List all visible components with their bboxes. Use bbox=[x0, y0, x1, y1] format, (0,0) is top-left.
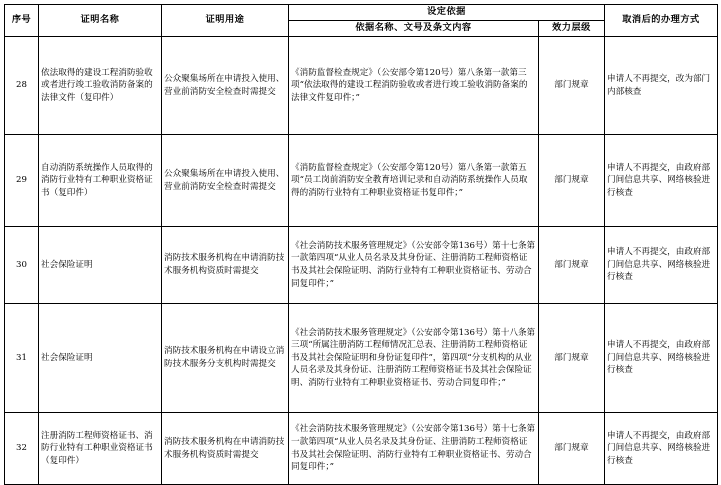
row-level: 部门规章 bbox=[539, 135, 605, 227]
row-level: 部门规章 bbox=[539, 413, 605, 485]
row-after: 申请人不再提交，由政府部门间信息共享、网络核验进行核查 bbox=[605, 304, 718, 413]
row-name: 自动消防系统操作人员取得的消防行业特有工种职业资格证书（复印件） bbox=[39, 135, 162, 227]
row-seq: 30 bbox=[5, 227, 39, 304]
certificate-table bbox=[4, 4, 718, 485]
row-basis: 《社会消防技术服务管理规定》（公安部令第136号）第十七条第一款第四项“从业人员名录及其身份证、注册消防工程师资格证书及其社会保险证明、消防行业特有工种职业资格证书、劳动合同复印件；” bbox=[289, 413, 539, 485]
row-basis: 《消防监督检查规定》（公安部令第120号）第八条第一款第五项“员工岗前消防安全教育培训记录和自动消防系统操作人员取得的消防行业特有工种职业资格证书复印件；” bbox=[289, 135, 539, 227]
row-after: 申请人不再提交，由政府部门间信息共享、网络核验进行核查 bbox=[605, 135, 718, 227]
table-row bbox=[5, 37, 718, 135]
row-purpose: 公众聚集场所在申请投入使用、营业前消防安全检查时需提交 bbox=[162, 37, 289, 135]
table-row bbox=[5, 227, 718, 304]
header-seq: 序号 bbox=[5, 5, 39, 37]
row-purpose: 消防技术服务机构在申请设立消防技术服务分支机构时需提交 bbox=[162, 304, 289, 413]
row-after: 申请人不再提交，由政府部门间信息共享、网络核验进行核查 bbox=[605, 413, 718, 485]
header-name: 证明名称 bbox=[39, 5, 162, 37]
header-level: 效力层级 bbox=[539, 21, 605, 37]
row-level: 部门规章 bbox=[539, 37, 605, 135]
row-name: 社会保险证明 bbox=[39, 304, 162, 413]
table-row bbox=[5, 135, 718, 227]
row-basis: 《消防监督检查规定》（公安部令第120号）第八条第一款第三项“依法取得的建设工程消防验收或者进行竣工验收消防备案的法律文件复印件；” bbox=[289, 37, 539, 135]
row-purpose: 消防技术服务机构在申请消防技术服务机构资质时需提交 bbox=[162, 413, 289, 485]
row-seq: 31 bbox=[5, 304, 39, 413]
row-seq: 32 bbox=[5, 413, 39, 485]
header-after: 取消后的办理方式 bbox=[605, 5, 718, 37]
row-purpose: 消防技术服务机构在申请消防技术服务机构资质时需提交 bbox=[162, 227, 289, 304]
row-after: 申请人不再提交，改为部门内部核查 bbox=[605, 37, 718, 135]
table-row bbox=[5, 304, 718, 413]
header-basis: 设定依据 bbox=[289, 5, 605, 21]
row-seq: 29 bbox=[5, 135, 39, 227]
table-row bbox=[5, 413, 718, 485]
row-name: 依法取得的建设工程消防验收或者进行竣工验收消防备案的法律文件（复印件） bbox=[39, 37, 162, 135]
header-purpose: 证明用途 bbox=[162, 5, 289, 37]
row-name: 社会保险证明 bbox=[39, 227, 162, 304]
row-level: 部门规章 bbox=[539, 304, 605, 413]
row-name: 注册消防工程师资格证书、消防行业特有工种职业资格证书（复印件） bbox=[39, 413, 162, 485]
row-level: 部门规章 bbox=[539, 227, 605, 304]
row-basis: 《社会消防技术服务管理规定》（公安部令第136号）第十八条第三项“所属注册消防工程师情况汇总表、注册消防工程师资格证书及其社会保险证明和身份证复印件”，第四项“分支机构的从业人员名录及其身份证、注册消防工程师资格证书及其社会保险证明、消防行业特有工种职业资格证书、劳动合同复印件；” bbox=[289, 304, 539, 413]
row-seq: 28 bbox=[5, 37, 39, 135]
row-after: 申请人不再提交，由政府部门间信息共享、网络核验进行核查 bbox=[605, 227, 718, 304]
row-purpose: 公众聚集场所在申请投入使用、营业前消防安全检查时需提交 bbox=[162, 135, 289, 227]
header-basis-doc: 依据名称、文号及条文内容 bbox=[289, 21, 539, 37]
row-basis: 《社会消防技术服务管理规定》（公安部令第136号）第十七条第一款第四项“从业人员名录及其身份证、注册消防工程师资格证书及其社会保险证明、消防行业特有工种职业资格证书、劳动合同复印件；” bbox=[289, 227, 539, 304]
